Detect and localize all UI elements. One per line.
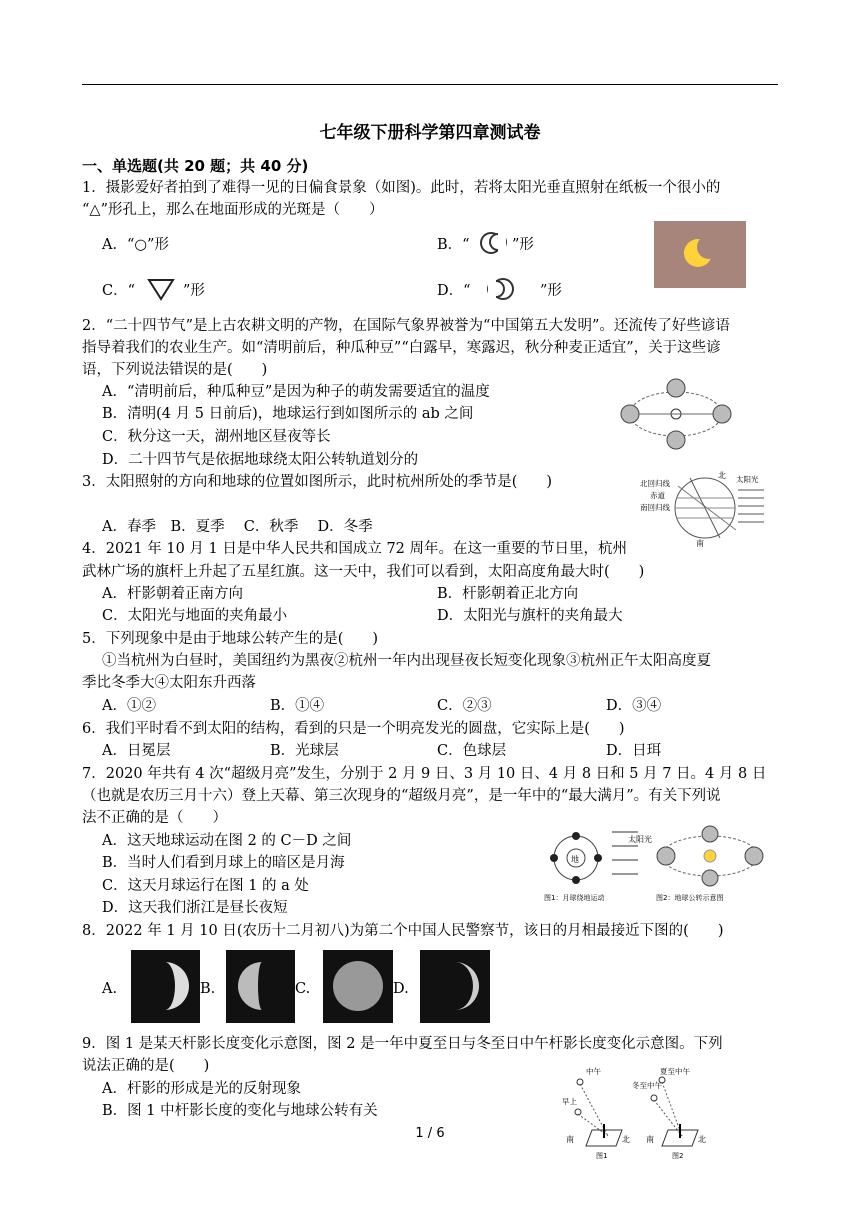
q7-stem-line3: 法不正确的是（ ） — [82, 810, 227, 826]
eclipse-photo — [654, 221, 746, 288]
moon-phase-a — [131, 950, 200, 1023]
q8-option-a-label: A. — [102, 981, 118, 997]
q7-option-d: D．这天我们浙江是昼长夜短 — [102, 900, 288, 916]
crescent-left-icon — [478, 230, 504, 256]
fig2-caption: 图2：地球公转示意图 — [656, 894, 724, 902]
q1-option-a: A．“○”形 — [102, 237, 169, 253]
fig9-1-noon-label: 中午 — [586, 1067, 601, 1076]
q7-option-a: A．这天地球运动在图 2 的 C－D 之间 — [102, 833, 352, 849]
q1-option-d-prefix: D．“ — [437, 283, 471, 299]
q6-option-a: A．日冕层 — [102, 743, 171, 759]
crescent-right-icon — [490, 276, 516, 302]
q3-stem: 3．太阳照射的方向和地球的位置如图所示，此时杭州所处的季节是( ) — [82, 474, 553, 490]
earth-revolution-figure — [652, 818, 770, 906]
moon-phase-d-icon — [420, 950, 490, 1023]
q1-option-d-suffix: ”形 — [540, 283, 562, 299]
q1-option-c-prefix: C．“ — [102, 283, 136, 299]
fig-tropic-n-label: 北回归线 — [640, 479, 670, 488]
moon-phase-a-icon — [131, 950, 200, 1023]
q5-option-c: C．②③ — [437, 698, 492, 714]
q5-stem-line2: ①当杭州为白昼时，美国纽约为黑夜②杭州一年内出现昼夜长短变化现象③杭州正午太阳高度夏 — [102, 653, 711, 669]
fig9-1-south-label: 南 — [566, 1135, 574, 1144]
sunlight-latitude-diagram — [640, 468, 770, 548]
q9-stem-line1: 9．图 1 是某天杆影长度变化示意图，图 2 是一年中夏至日与冬至日中午杆影长度变化示意图。下列 — [82, 1036, 723, 1052]
moon-phase-b — [226, 950, 295, 1023]
moon-phase-d — [420, 950, 490, 1023]
q8-option-c-label: C. — [295, 981, 311, 997]
fig9-2-summer-label: 夏至中午 — [660, 1067, 690, 1076]
fig1-earth-label: 地 — [571, 855, 579, 864]
page-title: 七年级下册科学第四章测试卷 — [319, 123, 541, 143]
fig-south-label: 南 — [696, 539, 704, 548]
q4-option-b: B．杆影朝着正北方向 — [437, 586, 579, 602]
section-heading: 一、单选题(共 20 题；共 40 分) — [82, 157, 309, 175]
q2-option-c: C．秋分这一天，湖州地区昼夜等长 — [102, 429, 331, 445]
q5-stem-line1: 5．下列现象中是由于地球公转产生的是( ) — [82, 631, 379, 647]
header-rule — [82, 84, 778, 85]
fig9-1-caption: 图1 — [596, 1152, 608, 1160]
q7-stem-line1: 7．2020 年共有 4 次“超级月亮”发生，分别于 2 月 9 日、3 月 10 日、4 月 8 日和 5 月 7 日。4 月 8 日 — [82, 766, 767, 782]
q4-option-d: D．太阳光与旗杆的夹角最大 — [437, 608, 623, 624]
fig9-1-north-label: 北 — [622, 1135, 630, 1144]
q2-stem-line2: 指导着我们的农业生产。如“清明前后，种瓜种豆”“白露早，寒露迟，秋分种麦正适宜”，关于这些谚 — [82, 340, 721, 356]
fig9-2-south-label: 南 — [646, 1135, 654, 1144]
fig9-2-caption: 图2 — [672, 1152, 684, 1160]
q9-option-b: B．图 1 中杆影长度的变化与地球公转有关 — [102, 1103, 378, 1119]
q3-options: A．春季 B．夏季 C．秋季 D．冬季 — [102, 519, 373, 535]
q8-option-d-label: D. — [393, 981, 409, 997]
q8-option-b-label: B. — [200, 981, 216, 997]
q2-option-b: B．清明(4 月 5 日前后)，地球运行到如图所示的 ab 之间 — [102, 406, 474, 422]
q6-stem: 6．我们平时看不到太阳的结构，看到的只是一个明亮发光的圆盘，它实际上是( ) — [82, 721, 625, 737]
moon-phase-b-icon — [226, 950, 295, 1023]
moon-phase-c — [323, 950, 393, 1023]
q9-stem-line2: 说法正确的是( ) — [82, 1058, 210, 1074]
fig9-2-north-label: 北 — [698, 1135, 706, 1144]
q5-option-d: D．③④ — [606, 698, 662, 714]
q7-option-b: B．当时人们看到月球上的暗区是月海 — [102, 855, 345, 871]
fig1-sunlight-label: 太阳光 — [628, 835, 652, 844]
fig9-2-winter-label: 冬至中午 — [632, 1081, 662, 1090]
q1-option-c-suffix: ”形 — [183, 283, 205, 299]
fig1-caption: 图1：月球绕地运动 — [544, 894, 605, 902]
q2-stem-line3: 语，下列说法错误的是( ) — [82, 362, 268, 378]
fig-sunlight-label: 太阳光 — [736, 475, 759, 484]
fig-equator-label: 赤道 — [650, 491, 665, 500]
q1-option-b-prefix: B．“ — [437, 237, 470, 253]
q1-stem-line1: 1．摄影爱好者拍到了难得一见的日偏食景象（如图)。此时，若将太阳光垂直照射在纸板一个很小的 — [82, 180, 721, 196]
q2-stem-line1: 2．“二十四节气”是上古农耕文明的产物，在国际气象界被誉为“中国第五大发明”。还流传了好些谚语 — [82, 318, 730, 334]
moon-phase-c-icon — [323, 950, 393, 1023]
shadow-figure-2 — [632, 1064, 722, 1160]
q9-option-a: A．杆影的形成是光的反射现象 — [102, 1081, 301, 1097]
q1-stem-line2: “△”形孔上，那么在地面形成的光斑是（ ） — [82, 202, 384, 218]
q5-stem-line3: 季比冬季大④太阳东升西落 — [82, 675, 256, 691]
q2-option-a: A．“清明前后，种瓜种豆”是因为种子的萌发需要适宜的温度 — [102, 384, 490, 400]
fig9-1-morning-label: 早上 — [562, 1097, 577, 1106]
q2-option-d: D．二十四节气是依据地球绕太阳公转轨道划分的 — [102, 452, 419, 468]
q4-stem-line2: 武林广场的旗杆上升起了五星红旗。这一天中，我们可以看到，太阳高度角最大时( ) — [82, 564, 645, 580]
q5-option-b: B．①④ — [270, 698, 325, 714]
moon-orbit-figure — [540, 818, 652, 906]
page-number: 1 / 6 — [415, 1126, 445, 1141]
q4-stem-line1: 4．2021 年 10 月 1 日是中华人民共和国成立 72 周年。在这一重要的节日里，杭州 — [82, 541, 628, 557]
q4-option-c: C．太阳光与地面的夹角最小 — [102, 608, 288, 624]
q4-option-a: A．杆影朝着正南方向 — [102, 586, 243, 602]
q8-stem: 8．2022 年 1 月 10 日(农历十二月初八)为第二个中国人民警察节，该日的月相最接近下图的( ) — [82, 923, 724, 939]
fig-north-label: 北 — [718, 471, 726, 480]
q5-option-a: A．①② — [102, 698, 156, 714]
earth-orbit-diagram — [618, 370, 736, 454]
q7-stem-line2: （也就是农历三月十六）登上天幕、第三次现身的“超级月亮”，是一年中的“最大满月”。有关下列说 — [82, 788, 721, 804]
q7-option-c: C．这天月球运行在图 1 的 a 处 — [102, 878, 309, 894]
q6-option-d: D．日珥 — [606, 743, 662, 759]
fig-tropic-s-label: 南回归线 — [640, 503, 670, 512]
partial-eclipse-sun-icon — [654, 221, 746, 288]
triangle-down-icon — [146, 276, 176, 302]
q6-option-b: B．光球层 — [270, 743, 339, 759]
q1-option-b-suffix: ”形 — [512, 237, 534, 253]
q6-option-c: C．色球层 — [437, 743, 507, 759]
